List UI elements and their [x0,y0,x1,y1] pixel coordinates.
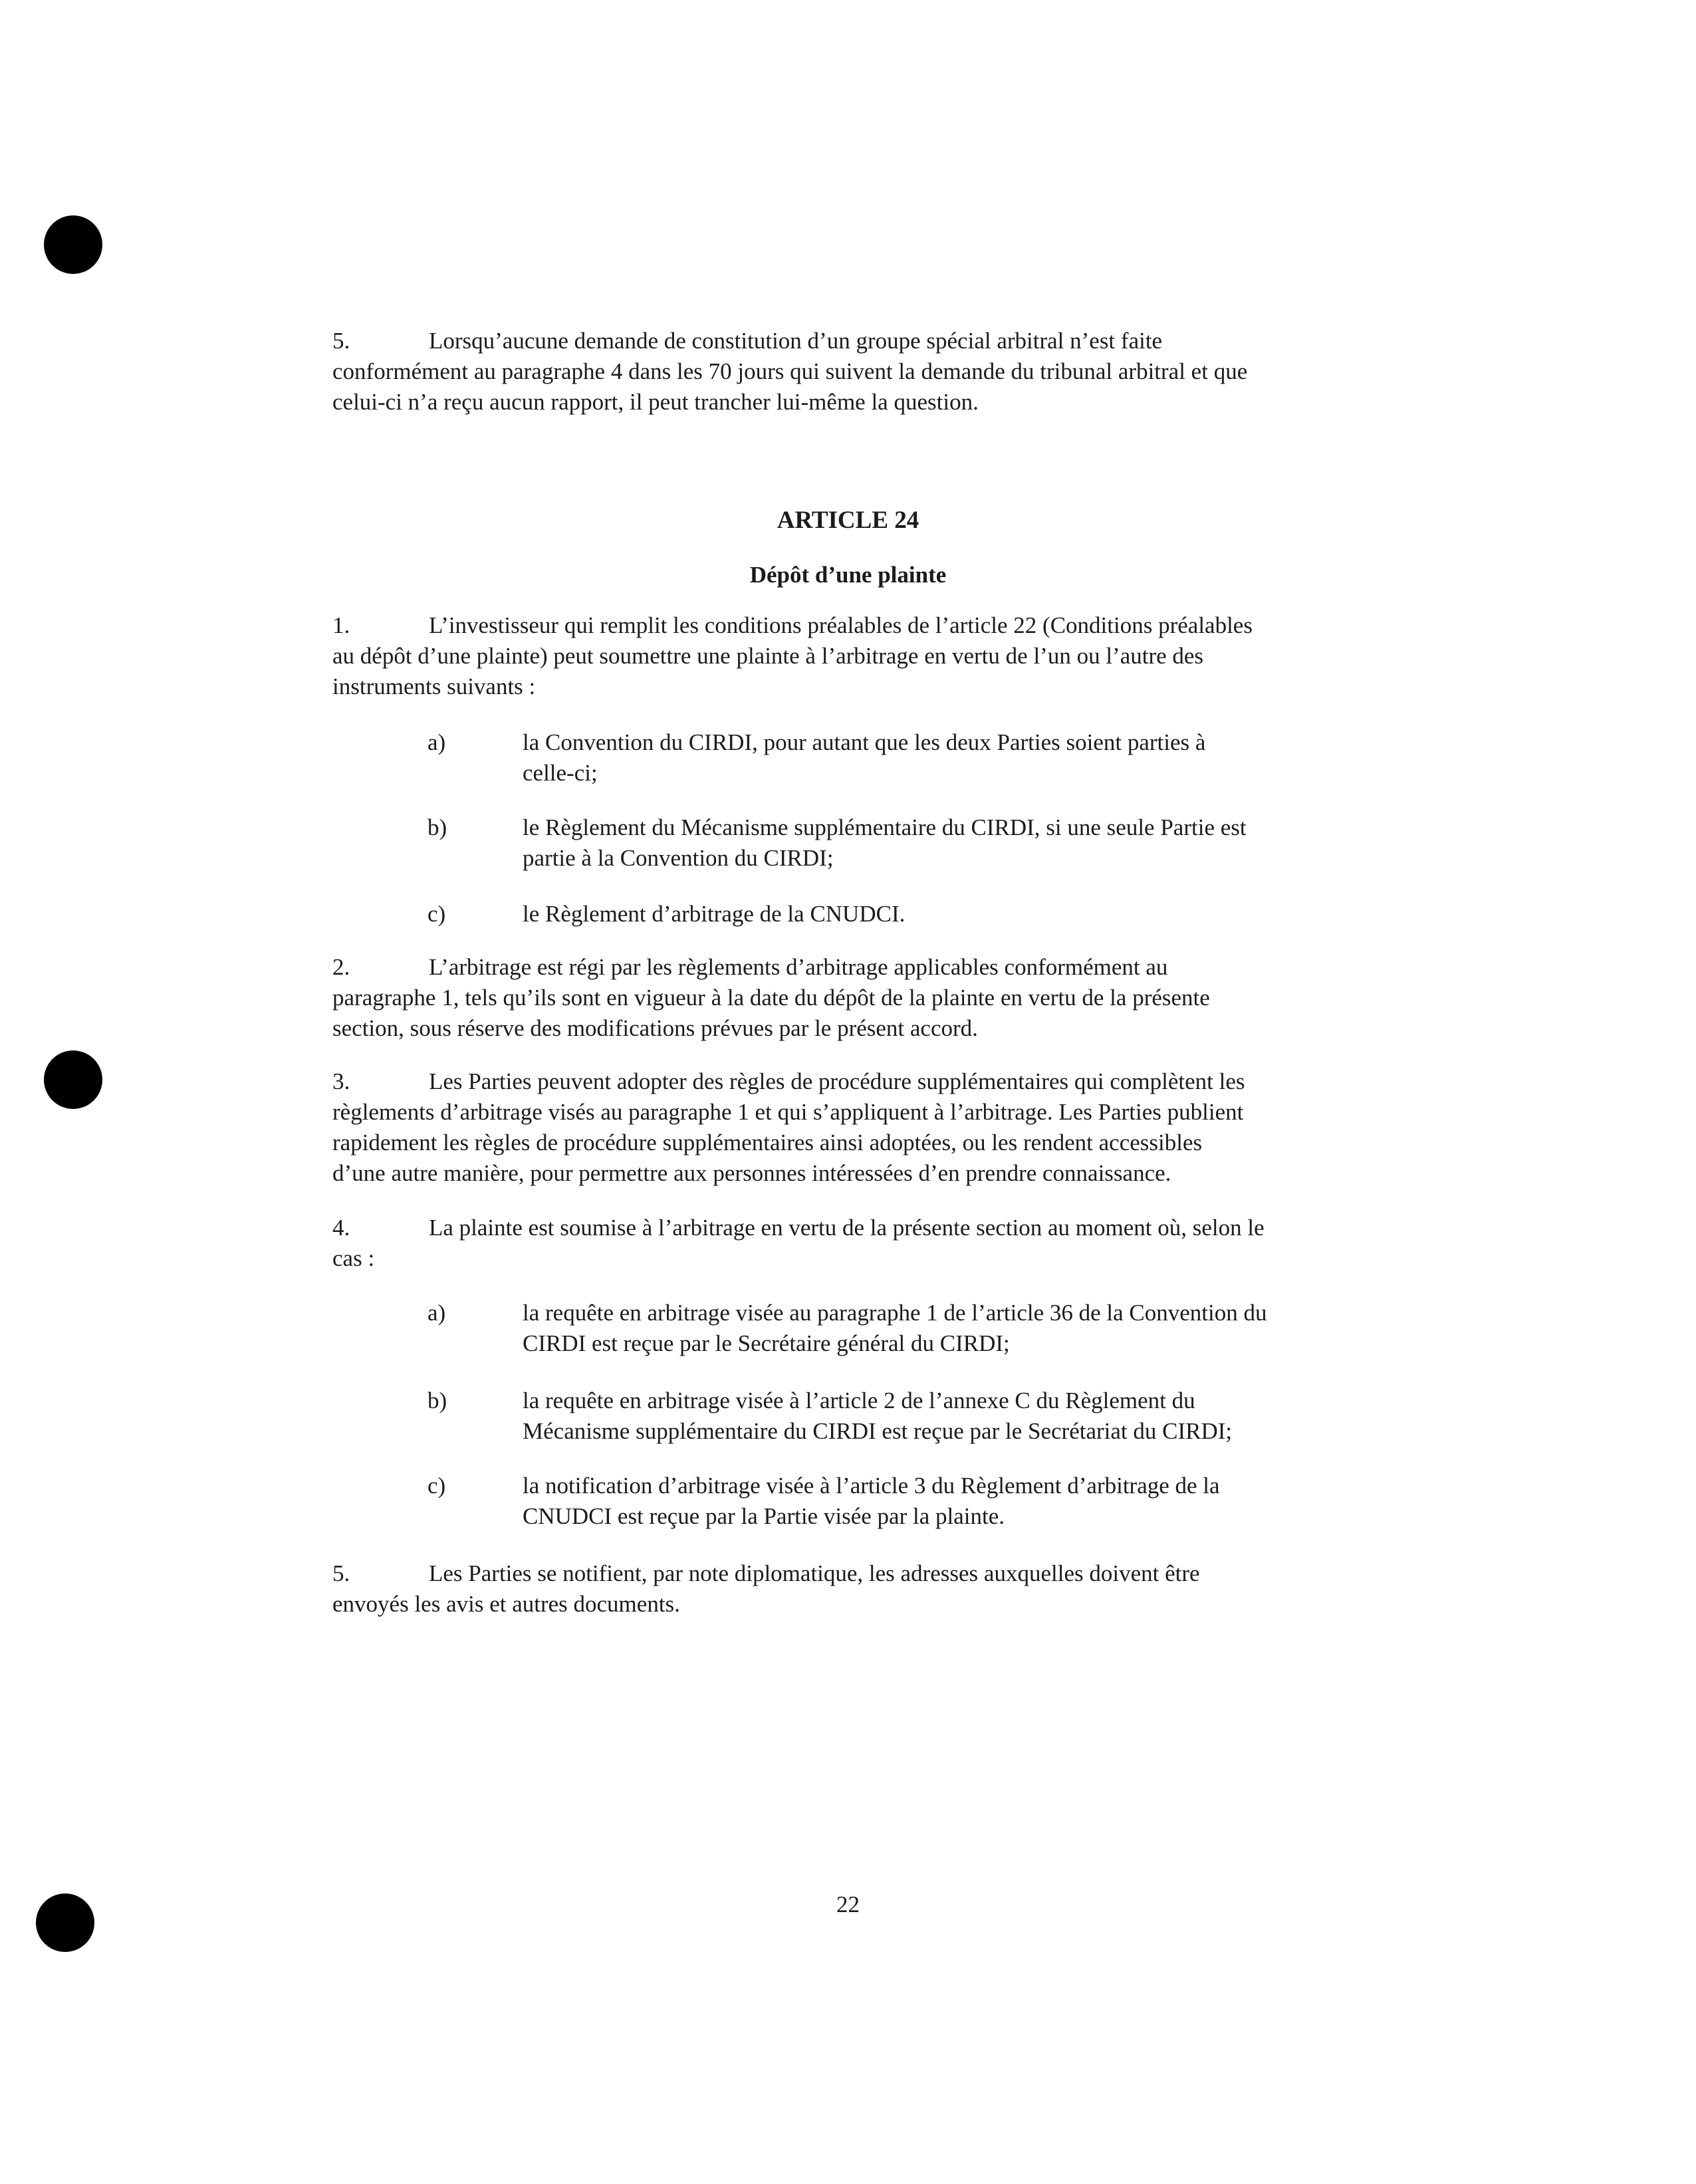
item-line: partie à la Convention du CIRDI; [523,845,834,871]
paragraph-line: règlements d’arbitrage visés au paragraphe 1 et qui s’appliquent à l’arbitrage. Les Parties publient [332,1099,1244,1125]
article-title: ARTICLE 24 [777,507,919,534]
punch-hole-top [44,215,102,274]
paragraph-line: section, sous réserve des modifications prévues par le présent accord. [332,1015,978,1041]
paragraph-line: instruments suivants : [332,673,536,699]
paragraph-line: Lorsqu’aucune demande de constitution d’un groupe spécial arbitral n’est faite [429,328,1163,354]
paragraph-line: envoyés les avis et autres documents. [332,1591,680,1617]
paragraph-line: cas : [332,1245,375,1271]
paragraph-line: celui-ci n’a reçu aucun rapport, il peut trancher lui-même la question. [332,389,979,415]
paragraph-number: 3. [332,1068,350,1094]
item-line: la notification d’arbitrage visée à l’article 3 du Règlement d’arbitrage de la [523,1473,1220,1499]
paragraph-line: La plainte est soumise à l’arbitrage en vertu de la présente section au moment où, selon le [429,1215,1265,1241]
item-line: la Convention du CIRDI, pour autant que les deux Parties soient parties à [523,729,1206,755]
paragraph-1 [332,610,1370,702]
paragraph-number: 4. [332,1215,350,1241]
paragraph-line: conformément au paragraphe 4 dans les 70 jours qui suivent la demande du tribunal arbitral et que [332,358,1248,384]
item-label: a) [427,729,446,755]
paragraph-number: 5. [332,328,350,354]
paragraph-number: 5. [332,1560,350,1586]
item-label: b) [427,1388,447,1413]
paragraph-number: 2. [332,954,350,980]
item-line: celle-ci; [523,760,598,786]
paragraph-5 [332,1558,1370,1620]
paragraph-number: 1. [332,612,350,638]
paragraph-line: rapidement les règles de procédure supplémentaires ainsi adoptées, ou les rendent accessibles [332,1130,1203,1155]
paragraph-5-previous [332,326,1370,418]
paragraph-3 [332,1066,1370,1189]
paragraph-line: d’une autre manière, pour permettre aux personnes intéressées d’en prendre connaissance. [332,1160,1171,1186]
paragraph-4 [332,1213,1370,1274]
paragraph-line: au dépôt d’une plainte) peut soumettre une plainte à l’arbitrage en vertu de l’un ou l’autre des [332,643,1204,669]
item-line: CNUDCI est reçue par la Partie visée par la plainte. [523,1503,1005,1529]
item-label: c) [427,901,446,927]
punch-hole-middle [44,1050,102,1109]
paragraph-line: L’investisseur qui remplit les conditions préalables de l’article 22 (Conditions préalables [429,612,1253,638]
paragraph-line: L’arbitrage est régi par les règlements d’arbitrage applicables conformément au [429,954,1168,980]
item-label: b) [427,814,447,840]
page-number: 22 [836,1891,860,1917]
item-line: le Règlement du Mécanisme supplémentaire du CIRDI, si une seule Partie est [523,814,1247,840]
paragraph-2 [332,952,1370,1044]
item-label: a) [427,1300,446,1326]
article-subtitle: Dépôt d’une plainte [749,562,947,588]
item-line: CIRDI est reçue par le Secrétaire général du CIRDI; [523,1330,1010,1356]
item-label: c) [427,1473,446,1499]
paragraph-line: Les Parties peuvent adopter des règles de procédure supplémentaires qui complètent les [429,1068,1245,1094]
item-line: Mécanisme supplémentaire du CIRDI est reçue par le Secrétariat du CIRDI; [523,1418,1233,1444]
item-line: le Règlement d’arbitrage de la CNUDCI. [523,901,906,927]
item-line: la requête en arbitrage visée au paragraphe 1 de l’article 36 de la Convention du [523,1300,1267,1326]
paragraph-line: paragraphe 1, tels qu’ils sont en vigueur à la date du dépôt de la plainte en vertu de la présente [332,985,1210,1011]
item-line: la requête en arbitrage visée à l’article 2 de l’annexe C du Règlement du [523,1388,1195,1413]
paragraph-line: Les Parties se notifient, par note diplomatique, les adresses auxquelles doivent être [429,1560,1200,1586]
